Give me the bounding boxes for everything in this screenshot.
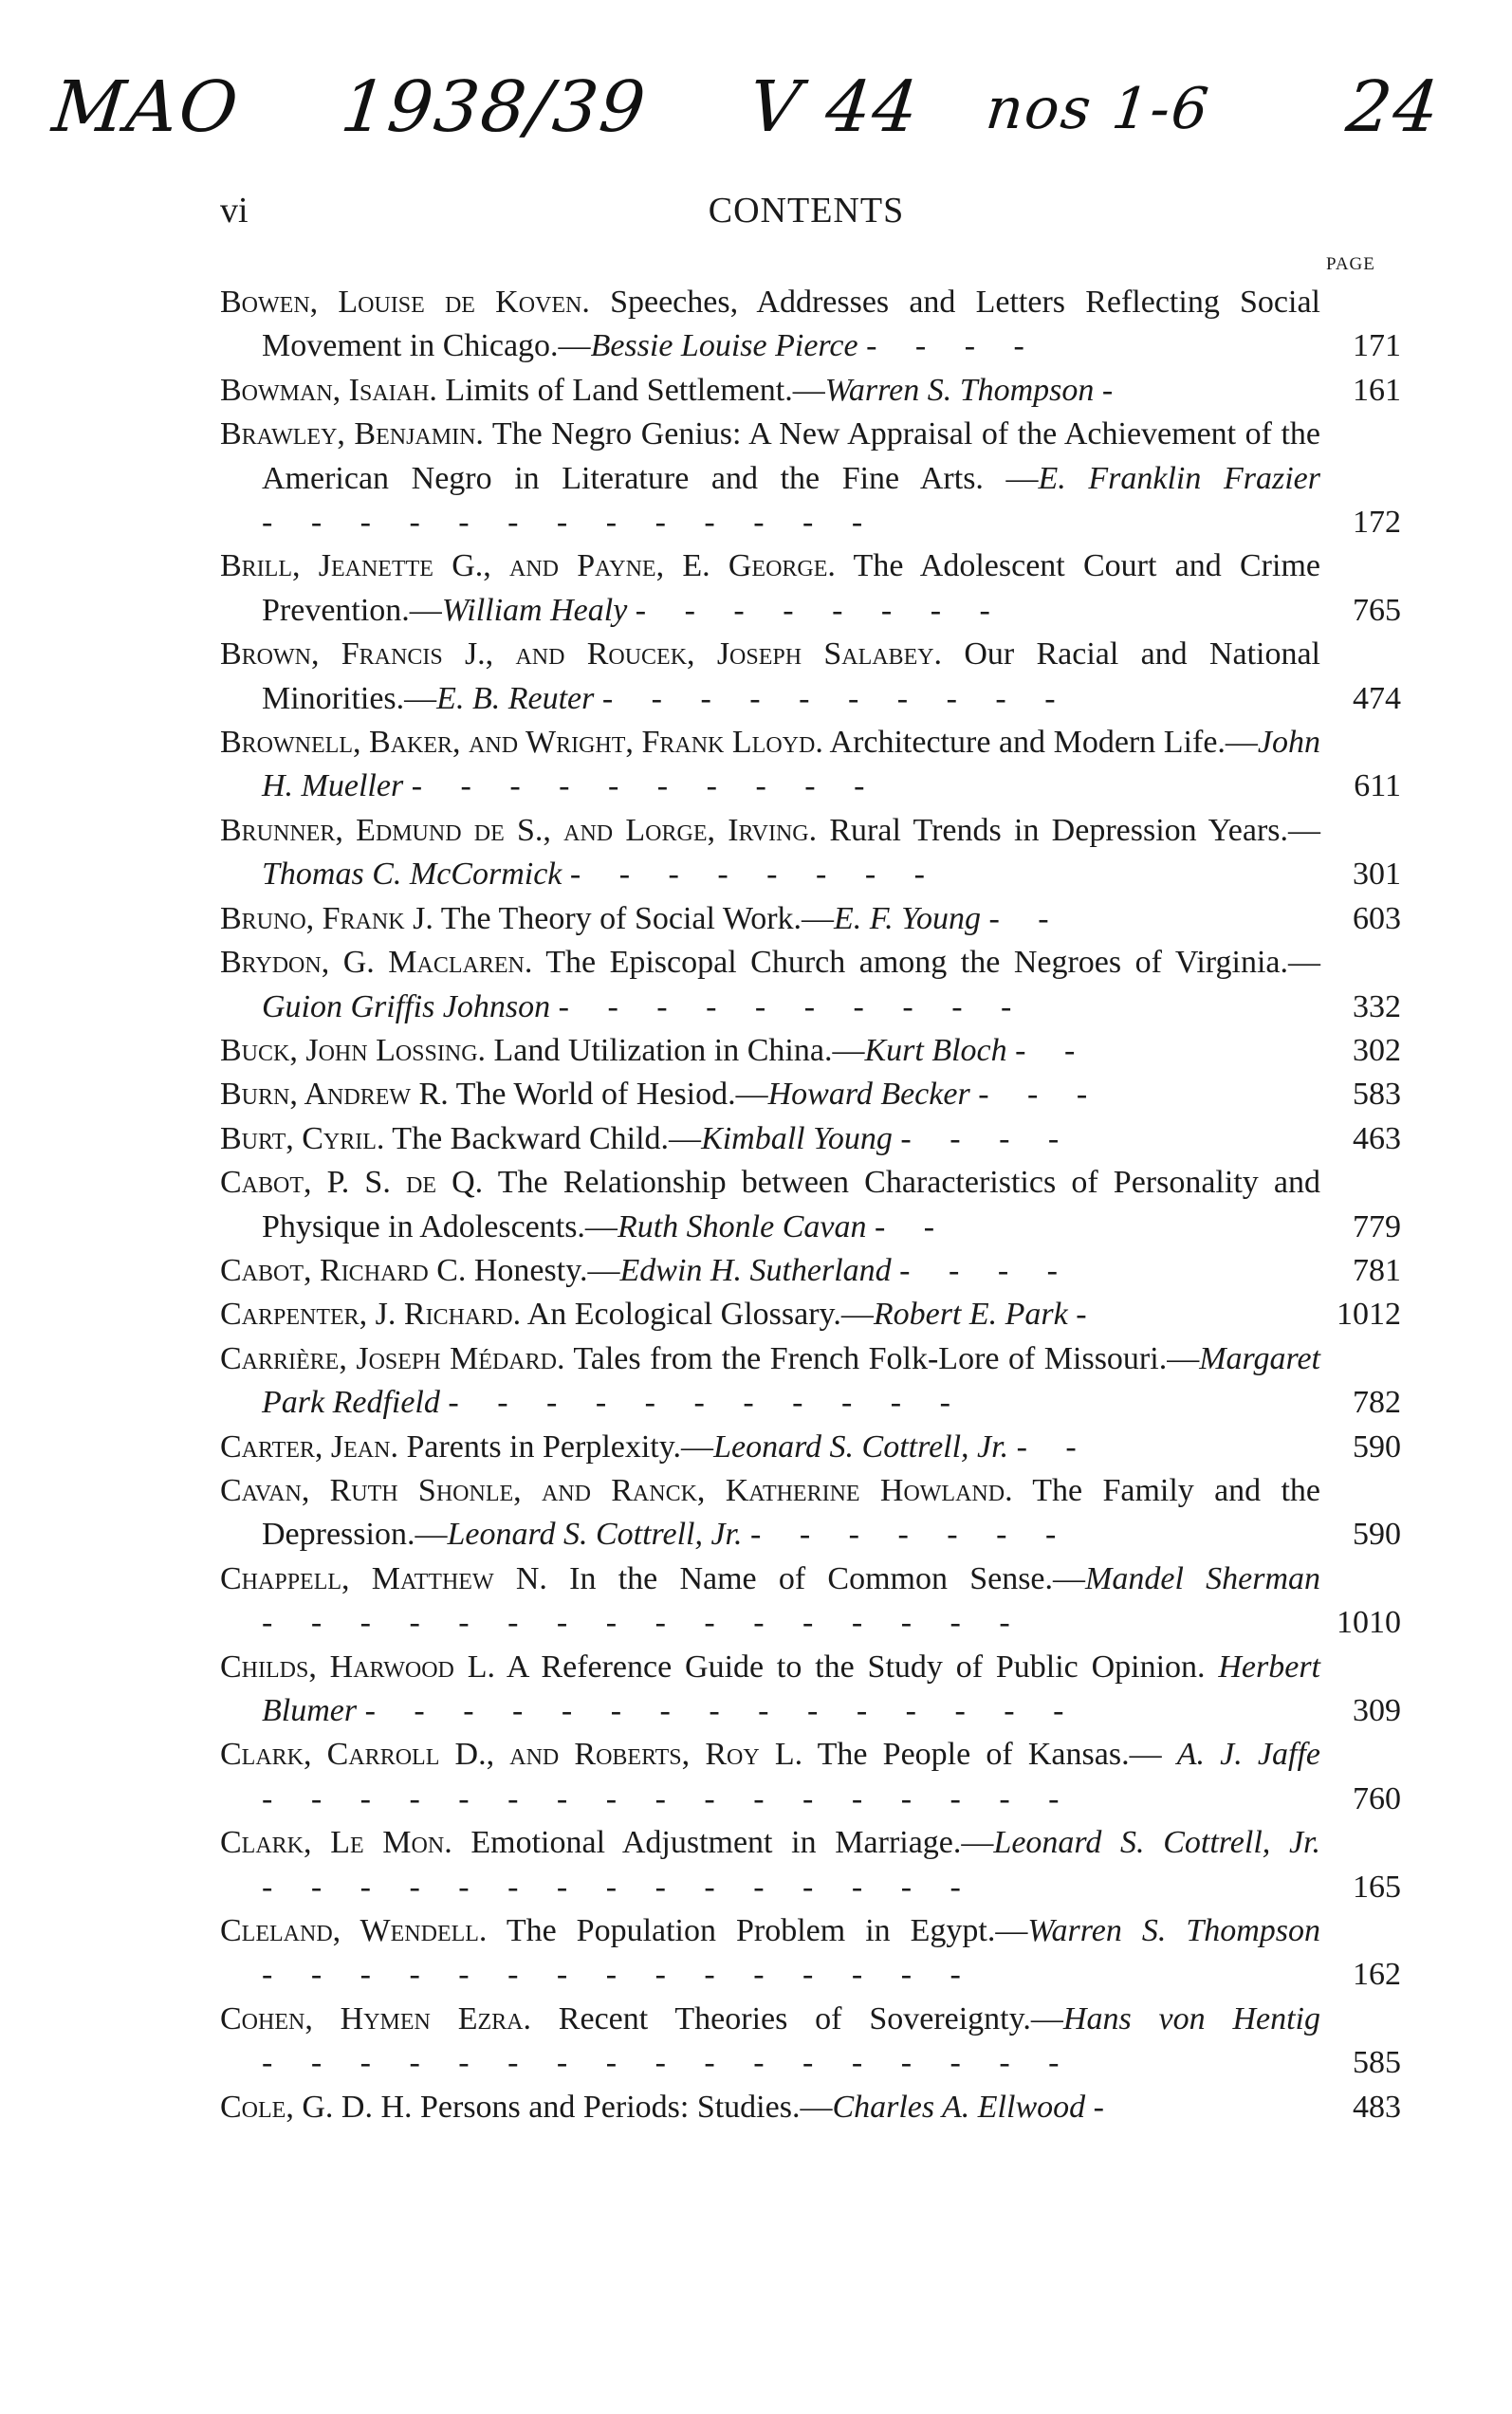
entry-author: Carter, Jean. (220, 1428, 398, 1465)
entry-leader: - (1076, 1297, 1102, 1333)
page-folio: vi (220, 191, 249, 230)
entry-author: Brown, Francis J., and Roucek, Joseph Salabey. (220, 636, 943, 673)
entry-author: Brill, Jeanette G., and Payne, E. George. (220, 548, 836, 584)
entry-leader: - - (874, 1208, 950, 1244)
entry-reviewer: Robert E. Park (873, 1297, 1068, 1333)
contents-entry (220, 1426, 1401, 1469)
entry-page: 474 (1353, 680, 1401, 716)
entry-author: Brunner, Edmund de S., and Lorge, Irving. (220, 812, 818, 848)
entry-title: The Negro Genius: A New Appraisal of the Achievement of the American Negro in Literature and the Fine Arts. — (262, 416, 1321, 496)
contents-list (220, 281, 1401, 2129)
entry-reviewer: E. F. Young (834, 900, 981, 936)
entry-title: Emotional Adjustment in Marriage.— (470, 1825, 994, 1861)
contents-entry (220, 1337, 1401, 1426)
contents-entry (220, 1029, 1401, 1073)
entry-title: Rural Trends in Depression Years.— (829, 812, 1321, 848)
entry-author: Brawley, Benjamin. (220, 416, 484, 452)
contents-entry (220, 1249, 1401, 1293)
entry-leader: - - - - - - - - - - - (448, 1385, 966, 1421)
entry-author: Brownell, Baker, and Wright, Frank Lloyd. (220, 725, 823, 761)
entry-title: Our Racial and National Minorities.— (262, 636, 1320, 716)
entry-title: Architecture and Modern Life.— (829, 725, 1258, 761)
entry-reviewer: E. B. Reuter (436, 680, 595, 716)
entry-title: A Reference Guide to the Study of Public Opinion. (506, 1649, 1219, 1685)
entry-leader: - - - - (899, 1252, 1073, 1288)
contents-entry (220, 897, 1401, 941)
entry-reviewer: Hans von Hentig (1062, 2000, 1320, 2036)
entry-leader: - - - - - - - - - - - - - - - - - (262, 2045, 1075, 2081)
entry-title: The People of Kansas.— (817, 1737, 1177, 1773)
entry-leader: - - - - - - - - - - - - - - - - - (262, 1780, 1075, 1816)
entry-leader: - - - - (900, 1120, 1075, 1156)
entry-leader: - - (988, 900, 1064, 936)
contents-entry (220, 1998, 1401, 2086)
entry-author: Cavan, Ruth Shonle, and Ranck, Katherine Howland. (220, 1472, 1013, 1508)
entry-title: Limits of Land Settlement.— (445, 372, 825, 408)
entry-page: 583 (1353, 1077, 1401, 1113)
entry-author: Burn, Andrew R. (220, 1077, 449, 1113)
contents-entry (220, 1909, 1401, 1998)
entry-author: Carrière, Joseph Médard. (220, 1340, 565, 1376)
entry-page: 1012 (1337, 1297, 1401, 1333)
entry-reviewer: Kurt Bloch (864, 1032, 1007, 1068)
entry-title: The World of Hesiod.— (455, 1077, 768, 1113)
entry-page: 611 (1354, 768, 1401, 804)
entry-leader: - (1101, 372, 1129, 408)
entry-reviewer: Ruth Shonle Cavan (617, 1208, 867, 1244)
entry-author: Bowen, Louise de Koven. (220, 285, 590, 320)
contents-entry (220, 1293, 1401, 1336)
entry-page: 765 (1353, 592, 1401, 628)
handwritten-annotation: ΜΑΟ (48, 66, 244, 148)
entry-title: The Backward Child.— (392, 1120, 702, 1156)
contents-entry (220, 369, 1401, 413)
entry-leader: - - - - - - - - - - (601, 680, 1071, 716)
entry-title: Speeches, Addresses and Letters Reflecting Social Movement in Chicago.— (262, 285, 1321, 364)
handwritten-annotation: nos 1-6 (983, 76, 1213, 142)
entry-page: 463 (1353, 1120, 1401, 1156)
entry-title: The Family and the Depression.— (262, 1472, 1321, 1553)
entry-reviewer: A. J. Jaffe (1176, 1737, 1320, 1773)
entry-page: 781 (1353, 1252, 1401, 1288)
entry-reviewer: Guion Griffis Johnson (262, 988, 551, 1024)
entry-author: Cabot, P. S. de Q. (220, 1165, 484, 1201)
contents-entry (220, 1117, 1401, 1161)
entry-reviewer: Herbert Blumer (262, 1649, 1321, 1728)
contents-entry (220, 1646, 1401, 1734)
contents-entry (220, 2086, 1401, 2129)
entry-leader: - - - - - - - - - - - - - - - (262, 1869, 976, 1905)
entry-page: 161 (1353, 372, 1401, 408)
entry-leader: - - - - (866, 328, 1040, 364)
handwritten-annotation: 1938/39 (337, 66, 651, 148)
entry-page: 172 (1353, 505, 1401, 541)
entry-page: 483 (1353, 2089, 1401, 2125)
entry-page: 585 (1353, 2045, 1401, 2081)
entry-reviewer: Bessie Louise Pierce (590, 328, 858, 364)
entry-page: 760 (1353, 1780, 1401, 1816)
entry-reviewer: John H. Mueller (262, 725, 1320, 804)
entry-author: Clark, Le Mon. (220, 1825, 452, 1861)
entry-leader: - (1093, 2089, 1119, 2125)
contents-entry (220, 721, 1401, 809)
entry-page: 590 (1353, 1428, 1401, 1465)
entry-reviewer: Leonard S. Cottrell, Jr. (993, 1825, 1320, 1861)
contents-entry (220, 413, 1401, 544)
entry-title: Parents in Perplexity.— (406, 1428, 714, 1465)
entry-reviewer: Warren S. Thompson (1027, 1913, 1321, 1949)
entry-author: Cohen, Hymen Ezra. (220, 2000, 531, 2036)
entry-title: In the Name of Common Sense.— (569, 1560, 1086, 1596)
entry-title: Land Utilization in China.— (493, 1032, 865, 1068)
contents-entry (220, 1073, 1401, 1116)
entry-author: Clark, Carroll D., and Roberts, Roy L. (220, 1737, 803, 1773)
entry-leader: - - - - - - - - - - - - - - - (262, 1957, 976, 1993)
entry-reviewer: Leonard S. Cottrell, Jr. (447, 1517, 743, 1553)
contents-entry (220, 809, 1401, 897)
contents-entry (220, 941, 1401, 1029)
entry-reviewer: Kimball Young (701, 1120, 893, 1156)
entry-leader: - - - - - - - - - - - - - (262, 505, 878, 541)
contents-entry (220, 633, 1401, 721)
contents-entry (220, 1733, 1401, 1821)
entry-author: Cole, G. D. H. (220, 2089, 413, 2125)
entry-page: 779 (1353, 1208, 1401, 1244)
entry-author: Carpenter, J. Richard. (220, 1297, 522, 1333)
entry-reviewer: Thomas C. McCormick (262, 857, 562, 893)
entry-title: An Ecological Glossary.— (526, 1297, 874, 1333)
page-column-label: PAGE (1326, 254, 1375, 274)
entry-reviewer: Margaret Park Redfield (262, 1340, 1321, 1421)
contents-entry (220, 1469, 1401, 1557)
entry-title: The Adolescent Court and Crime Prevention.— (262, 548, 1320, 628)
entry-author: Brydon, G. Maclaren. (220, 945, 533, 981)
entry-leader: - - - - - - - - - - (411, 768, 880, 804)
entry-leader: - - - - - - - - - - - - - - - - (262, 1605, 1025, 1641)
entry-title: Recent Theories of Sovereignty.— (558, 2000, 1063, 2036)
entry-leader: - - (1015, 1032, 1091, 1068)
entry-author: Childs, Harwood L. (220, 1649, 495, 1685)
entry-author: Burt, Cyril. (220, 1120, 385, 1156)
entry-reviewer: E. Franklin Frazier (1038, 460, 1320, 496)
entry-page: 309 (1353, 1693, 1401, 1728)
entry-leader: - - - - - - - - - - - - - - - (364, 1693, 1079, 1728)
entry-title: Honesty.— (473, 1252, 620, 1288)
contents-entry (220, 281, 1401, 369)
entry-title: The Episcopal Church among the Negroes of Virginia.— (545, 945, 1320, 981)
handwritten-annotation: V 44 (745, 66, 924, 148)
contents-entry (220, 1557, 1401, 1646)
entry-author: Cleland, Wendell. (220, 1913, 488, 1949)
entry-page: 603 (1353, 900, 1401, 936)
contents-entry (220, 544, 1401, 633)
entry-author: Cabot, Richard C. (220, 1252, 467, 1288)
entry-page: 590 (1353, 1517, 1401, 1553)
entry-page: 162 (1353, 1957, 1401, 1993)
entry-reviewer: William Healy (441, 592, 628, 628)
entry-title: The Theory of Social Work.— (440, 900, 835, 936)
entry-leader: - - (1016, 1428, 1092, 1465)
entry-page: 171 (1353, 328, 1401, 364)
entry-author: Chappell, Matthew N. (220, 1560, 547, 1596)
entry-title: Persons and Periods: Studies.— (420, 2089, 833, 2125)
entry-leader: - - - (978, 1077, 1103, 1113)
entry-leader: - - - - - - - - (635, 592, 1005, 628)
entry-reviewer: Charles A. Ellwood (832, 2089, 1086, 2125)
entry-leader: - - - - - - - - - - (558, 988, 1027, 1024)
contents-entry (220, 1821, 1401, 1909)
entry-leader: - - - - - - - - (569, 857, 940, 893)
entry-reviewer: Edwin H. Sutherland (619, 1252, 892, 1288)
entry-page: 302 (1353, 1032, 1401, 1068)
entry-author: Bowman, Isaiah. (220, 372, 437, 408)
entry-title: The Relationship between Characteristics of Personality and Physique in Adolescents.— (262, 1165, 1320, 1244)
entry-title: Tales from the French Folk-Lore of Missouri.— (573, 1340, 1200, 1376)
running-head: CONTENTS (708, 191, 905, 230)
entry-reviewer: Warren S. Thompson (824, 372, 1095, 408)
entry-title: The Population Problem in Egypt.— (506, 1913, 1028, 1949)
entry-author: Buck, John Lossing. (220, 1032, 487, 1068)
entry-page: 782 (1353, 1385, 1401, 1421)
entry-page: 165 (1353, 1869, 1401, 1905)
contents-entry (220, 1161, 1401, 1249)
entry-reviewer: Leonard S. Cottrell, Jr. (713, 1428, 1009, 1465)
entry-author: Bruno, Frank J. (220, 900, 433, 936)
entry-leader: - - - - - - - (750, 1517, 1072, 1553)
entry-reviewer: Howard Becker (767, 1077, 970, 1113)
entry-page: 301 (1353, 857, 1401, 893)
handwritten-annotation: 24 (1342, 66, 1445, 148)
entry-page: 1010 (1337, 1605, 1401, 1641)
entry-reviewer: Mandel Sherman (1085, 1560, 1320, 1596)
entry-page: 332 (1353, 988, 1401, 1024)
